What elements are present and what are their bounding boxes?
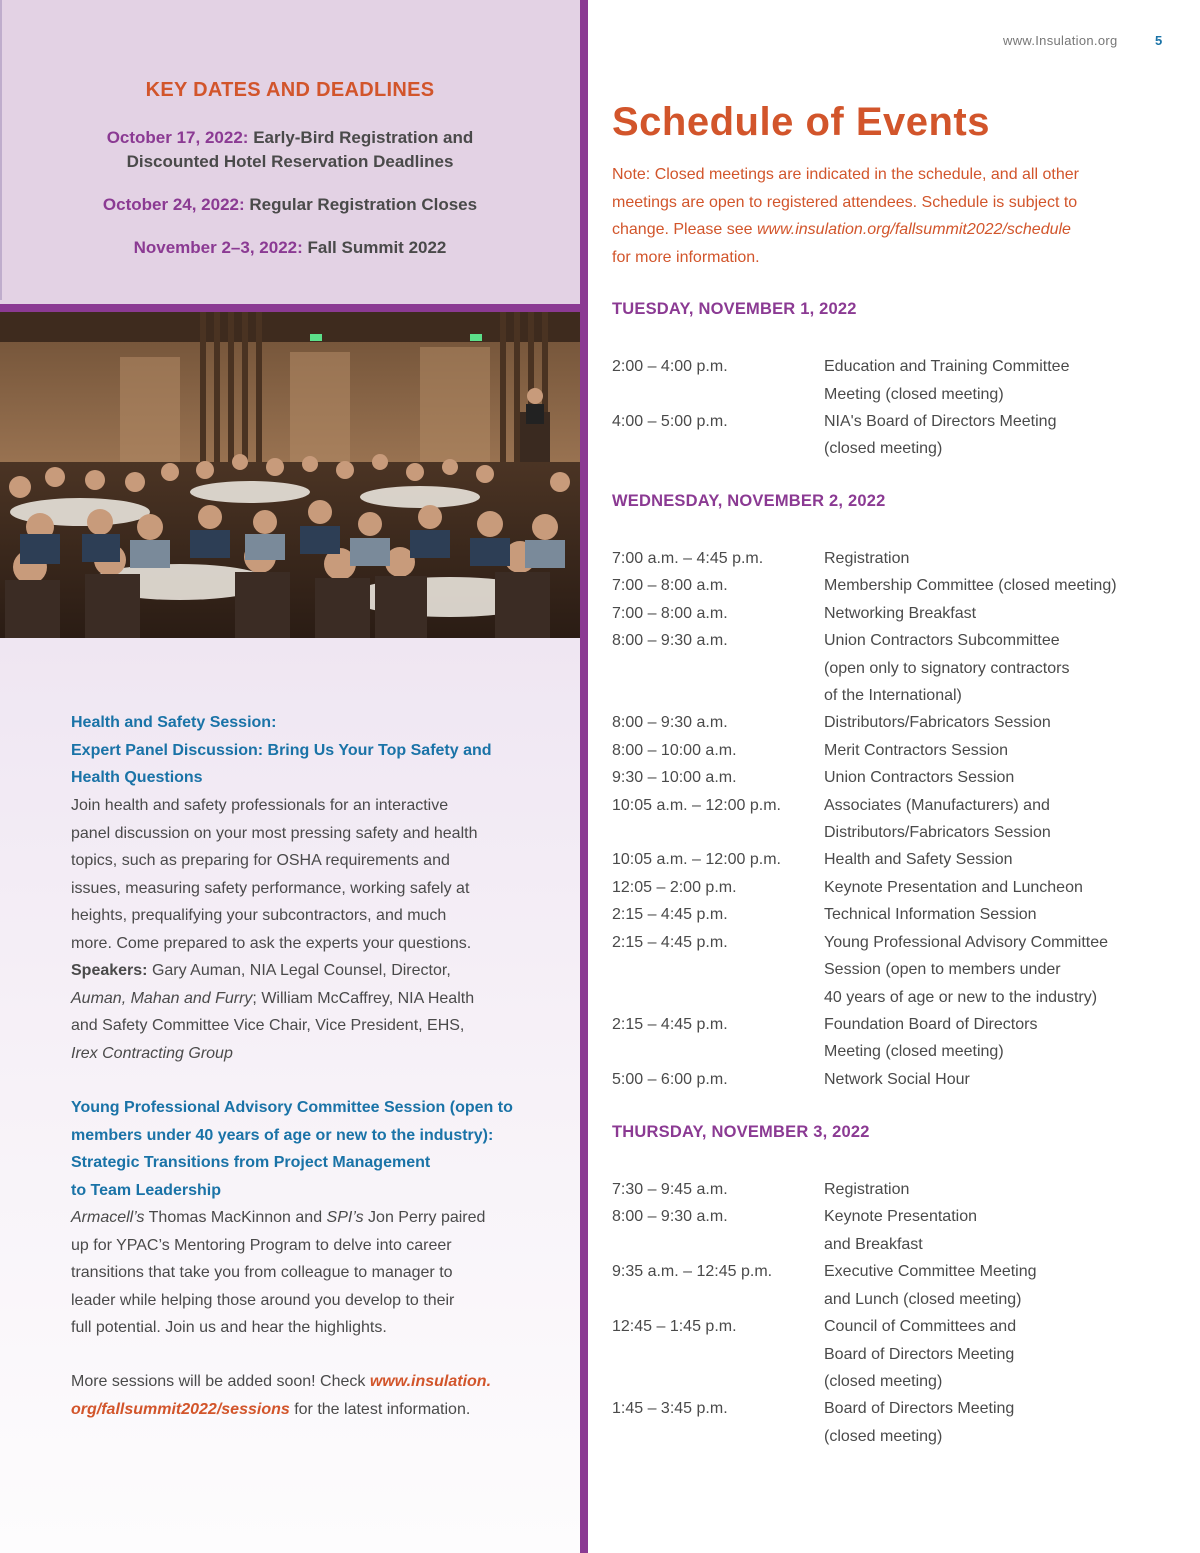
health-session-title: Health and Safety Session: [71,714,277,731]
sessions-link[interactable]: org/fallsummit2022/sessions [71,1400,290,1418]
left-column [0,0,580,1553]
event-description [824,737,1174,765]
event-line: Keynote Presentation and Luncheon [824,878,1083,896]
event-description [824,874,1174,902]
page-number: 5 [1155,33,1163,48]
event-description [824,1203,1174,1258]
schedule-row [612,408,1172,463]
key-dates-title: KEY DATES AND DEADLINES [145,79,435,101]
more-text: for the latest information. [289,1400,471,1418]
event-description [824,929,1174,1012]
body-line: transitions that take you from colleague to manager to [71,1264,453,1281]
event-line: Union Contractors Session [824,769,1015,787]
note-line: for more information. [612,248,760,266]
schedule-note [612,161,1132,271]
schedule-row [612,1395,1172,1450]
body-line: more. Come prepared to ask the experts your questions. [71,934,472,952]
speaker-firm: Irex Contracting Group [71,1044,233,1062]
event-time: 8:00 – 9:30 a.m. [612,714,728,732]
event-time: 1:45 – 3:45 p.m. [612,1400,728,1418]
event-line: Registration [824,1181,910,1198]
speakers-line: and Safety Committee Vice Chair, Vice President, EHS, [71,1017,465,1034]
body-line: leader while helping those around you develop to their [71,1291,455,1309]
event-time: 7:00 a.m. – 4:45 p.m. [612,550,764,567]
event-line: (closed meeting) [824,1427,943,1445]
schedule-row [612,1011,1172,1066]
event-time: 10:05 a.m. – 12:00 p.m. [612,796,781,814]
event-description [824,408,1174,463]
horizontal-divider [0,304,588,312]
event-time: 5:00 – 6:00 p.m. [612,1070,728,1088]
event-description [824,545,1174,573]
key-dates-panel [0,0,580,304]
event-line: Network Social Hour [824,1070,970,1088]
event-line: Education and Training Committee [824,358,1070,375]
sessions-link[interactable]: www.insulation. [369,1373,492,1390]
ypac-session-title: members under 40 years of age or new to the industry): [71,1126,494,1144]
ypac-session-title: Young Professional Advisory Committee Session (open to [71,1099,513,1116]
event-line: Meeting (closed meeting) [824,385,1004,403]
event-description [824,1011,1174,1066]
event-line: (closed meeting) [824,440,943,458]
event-line: Session (open to members under [824,961,1061,979]
event-line: Board of Directors Meeting [824,1400,1015,1418]
event-description [824,1176,1174,1204]
schedule-row [612,1258,1172,1313]
health-session-body [71,792,541,1067]
event-time: 2:15 – 4:45 p.m. [612,906,728,924]
conference-photo [0,312,580,638]
event-line: and Breakfast [824,1235,923,1253]
event-line: Technical Information Session [824,906,1037,924]
more-line [71,1396,541,1424]
event-line: Board of Directors Meeting [824,1345,1015,1363]
more-text: More sessions will be added soon! Check [71,1373,370,1390]
speakers-label: Speakers: [71,962,148,979]
event-time: 10:05 a.m. – 12:00 p.m. [612,851,781,869]
schedule-row [612,901,1172,928]
schedule-row [612,572,1172,599]
event-line: Keynote Presentation [824,1208,977,1226]
deadline-date: October 17, 2022: [106,128,249,147]
event-line: Membership Committee (closed meeting) [824,577,1117,595]
event-line: 40 years of age or new to the industry) [824,988,1098,1006]
event-description [824,627,1174,710]
event-description [824,846,1174,874]
event-time: 2:00 – 4:00 p.m. [612,358,728,375]
event-line: Distributors/Fabricators Session [824,714,1051,732]
event-description [824,1395,1174,1450]
body-line: issues, measuring safety performance, working safely at [71,879,470,897]
event-line: Distributors/Fabricators Session [824,824,1051,842]
event-description [824,572,1174,600]
event-time: 2:15 – 4:45 p.m. [612,933,728,951]
speaker-firm: Auman, Mahan and Furry [71,989,253,1007]
deadline-date: October 24, 2022: [102,195,245,214]
health-session-subtitle: Expert Panel Discussion: Bring Us Your Top Safety and [71,742,492,759]
event-description [824,353,1174,408]
schedule-row [612,1313,1172,1395]
body-line: topics, such as preparing for OSHA requirements and [71,852,450,869]
site-url: www.Insulation.org [1003,33,1118,48]
event-time: 4:00 – 5:00 p.m. [612,412,728,430]
event-line: Meeting (closed meeting) [824,1043,1004,1061]
schedule-row [612,1066,1172,1093]
event-line: Registration [824,550,910,567]
conference-photo-illustration [0,312,580,638]
day-heading: TUESDAY, NOVEMBER 1, 2022 [612,300,857,318]
more-sessions-note [71,1368,541,1423]
day-heading: WEDNESDAY, NOVEMBER 2, 2022 [612,492,886,510]
schedule-title: Schedule of Events [612,100,990,144]
event-line: Associates (Manufacturers) and [824,796,1050,814]
note-line: meetings are open to registered attendees. Schedule is subject to [612,193,1078,211]
event-line: and Lunch (closed meeting) [824,1290,1022,1308]
body-line: panel discussion on your most pressing safety and health [71,824,478,842]
ypac-session-subtitle: Strategic Transitions from Project Management [71,1154,431,1171]
event-time: 9:30 – 10:00 a.m. [612,769,737,787]
schedule-row [612,874,1172,901]
event-line: Union Contractors Subcommittee [824,632,1060,650]
company-name: SPI’s [326,1209,364,1226]
event-description [824,764,1174,792]
deadline-item [40,193,540,217]
event-time: 2:15 – 4:45 p.m. [612,1015,728,1033]
vertical-divider [580,0,588,1553]
note-line: Note: Closed meetings are indicated in the schedule, and all other [612,166,1079,183]
deadline-text: Fall Summit 2022 [307,238,447,257]
schedule-row [612,737,1172,764]
event-time: 12:05 – 2:00 p.m. [612,878,737,896]
event-description [824,1258,1174,1313]
event-line: Networking Breakfast [824,604,977,622]
speakers-text: ; William McCaffrey, NIA Health [252,989,475,1007]
body-line: full potential. Join us and hear the highlights. [71,1319,387,1336]
event-description [824,709,1174,737]
ypac-body-line [71,1204,541,1232]
ypac-session [71,1094,541,1342]
deadline-text: Discounted Hotel Reservation Deadlines [126,152,454,171]
deadline-text: Early-Bird Registration and [253,128,474,147]
event-line: (closed meeting) [824,1373,943,1390]
speakers-line [71,985,541,1013]
event-time: 8:00 – 9:30 a.m. [612,1208,728,1226]
event-description [824,1066,1174,1094]
more-line [71,1368,541,1396]
schedule-row [612,709,1172,736]
body-line: Join health and safety professionals for an interactive [71,797,449,814]
schedule-row [612,929,1172,1011]
event-line: Health and Safety Session [824,851,1013,869]
event-description [824,600,1174,628]
event-time: 7:00 – 8:00 a.m. [612,604,728,622]
event-description [824,792,1174,847]
event-line: (open only to signatory contractors [824,659,1070,677]
event-time: 7:30 – 9:45 a.m. [612,1181,728,1198]
body-line: up for YPAC’s Mentoring Program to delve into career [71,1236,452,1254]
schedule-row [612,1203,1172,1258]
deadline-text: Regular Registration Closes [249,195,478,214]
deadline-date: November 2–3, 2022: [133,238,303,257]
event-time: 7:00 – 8:00 a.m. [612,577,728,595]
speakers-text: Gary Auman, NIA Legal Counsel, Director, [147,962,451,979]
event-time: 9:35 a.m. – 12:45 p.m. [612,1263,773,1281]
event-time: 8:00 – 10:00 a.m. [612,741,737,759]
schedule-row [612,792,1172,847]
event-line: of the International) [824,687,962,705]
body-line: heights, prequalifying your subcontractors, and much [71,907,447,924]
panel-edge [0,0,2,300]
event-line: NIA's Board of Directors Meeting [824,412,1057,430]
event-description [824,901,1174,929]
deadline-item [40,126,540,174]
schedule-row [612,600,1172,627]
schedule-row [612,353,1172,408]
ypac-session-subtitle: to Team Leadership [71,1181,221,1199]
event-line: Council of Committees and [824,1318,1017,1335]
company-name: Armacell’s [71,1209,145,1226]
event-line: Executive Committee Meeting [824,1263,1037,1281]
body-text: Thomas MacKinnon and [144,1209,327,1226]
schedule-row [612,627,1172,709]
event-line: Young Professional Advisory Committee [824,933,1108,951]
schedule-row [612,1176,1172,1203]
day-heading: THURSDAY, NOVEMBER 3, 2022 [612,1123,870,1141]
event-line: Merit Contractors Session [824,741,1009,759]
speakers-line [71,1040,541,1068]
schedule-row [612,545,1172,572]
body-text: Jon Perry paired [363,1209,486,1226]
speakers-line [71,957,541,985]
event-line: Foundation Board of Directors [824,1015,1038,1033]
event-description [824,1313,1174,1396]
schedule-row [612,764,1172,791]
schedule-row [612,846,1172,873]
note-line [612,216,1132,244]
deadline-item [40,236,540,260]
event-time: 12:45 – 1:45 p.m. [612,1318,737,1335]
schedule-link[interactable]: www.insulation.org/fallsummit2022/schedule [757,221,1071,238]
health-session-subtitle-cont: Health Questions [71,769,203,786]
event-time: 8:00 – 9:30 a.m. [612,632,728,650]
note-text: change. Please see [612,221,757,238]
